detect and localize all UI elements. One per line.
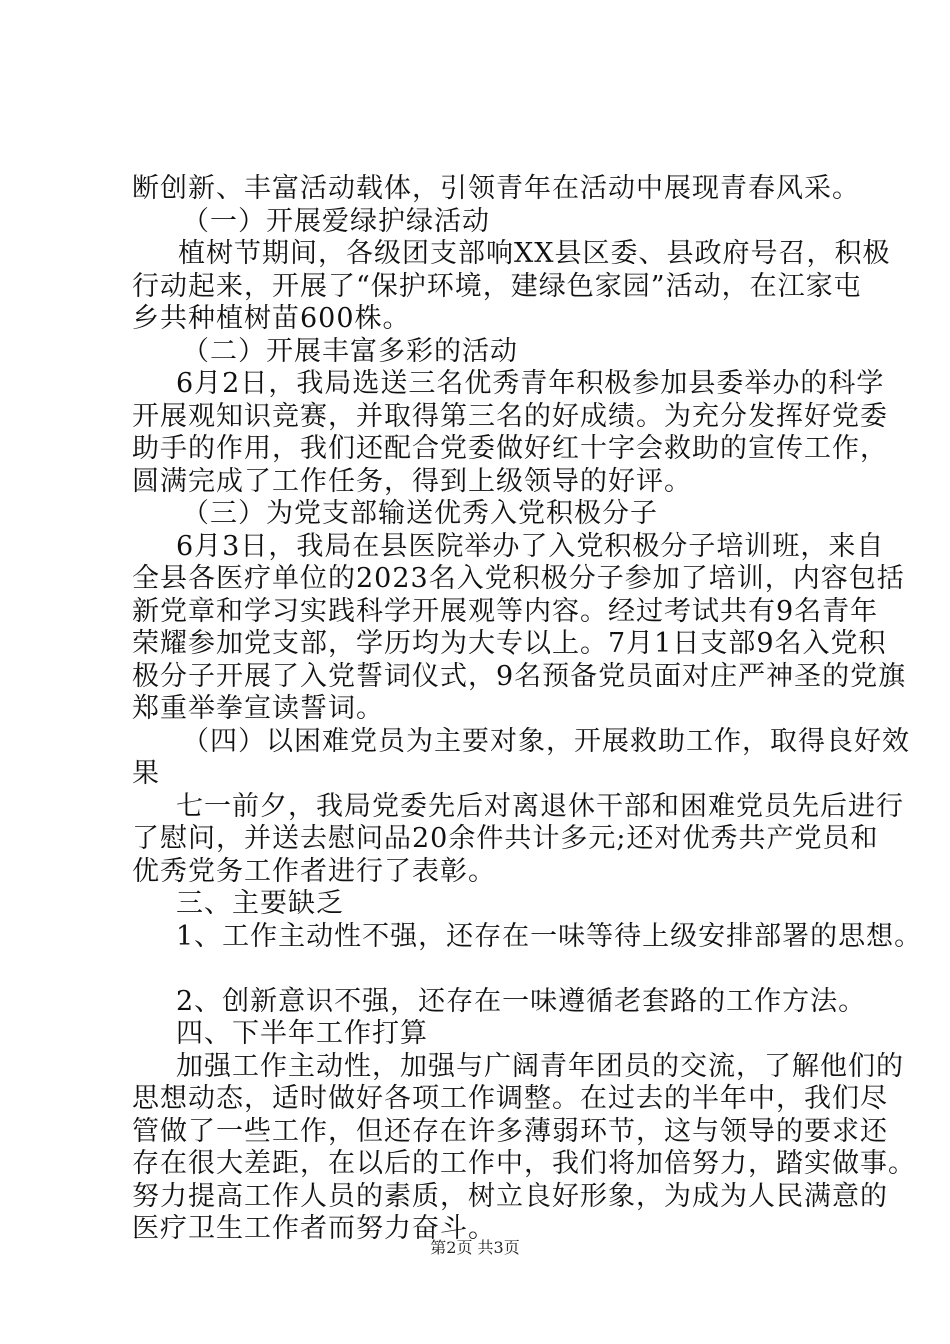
text-line: 断创新、丰富活动载体，引领青年在活动中展现青春风采。: [132, 173, 860, 204]
text-line: 开展观知识竞赛，并取得第三名的好成绩。为充分发挥好党委: [132, 401, 888, 432]
section-heading: （一）开展爱绿护绿活动: [182, 206, 490, 237]
text-line: 植树节期间，各级团支部响XX县区委、县政府号召，积极: [178, 238, 891, 269]
text-line: 努力提高工作人员的素质，树立良好形象，为成为人民满意的: [132, 1181, 888, 1212]
page-footer: 第2页 共3页: [430, 1238, 520, 1257]
text-line: 了慰问，并送去慰问品20余件共计多元;还对优秀共产党员和: [132, 823, 879, 854]
section-heading: （二）开展丰富多彩的活动: [182, 336, 518, 367]
text-line: 圆满完成了工作任务，得到上级领导的好评。: [132, 466, 692, 497]
text-line: 6月3日，我局在县医院举办了入党积极分子培训班，来自: [176, 531, 885, 562]
text-line: 优秀党务工作者进行了表彰。: [132, 856, 496, 887]
text-line: 1、工作主动性不强，还存在一味等待上级安排部署的思想。: [176, 921, 923, 952]
text-line: 七一前夕，我局党委先后对离退休干部和困难党员先后进行: [176, 791, 904, 822]
text-line: 新党章和学习实践科学开展观等内容。经过考试共有9名青年: [132, 596, 879, 627]
text-line: 助手的作用，我们还配合党委做好红十字会救助的宣传工作，: [132, 433, 888, 464]
text-line: 管做了一些工作，但还存在许多薄弱环节，这与领导的要求还: [132, 1116, 888, 1147]
text-line: 思想动态，适时做好各项工作调整。在过去的半年中，我们尽: [132, 1083, 888, 1114]
text-line: 郑重举拳宣读誓词。: [132, 693, 384, 724]
text-line: 6月2日，我局选送三名优秀青年积极参加县委举办的科学: [176, 368, 885, 399]
text-line: 乡共种植树苗600株。: [132, 303, 411, 334]
section-heading: 三、主要缺乏: [176, 888, 344, 919]
text-line: 全县各医疗单位的2023名入党积极分子参加了培训，内容包括: [132, 563, 905, 594]
text-line: 2、创新意识不强，还存在一味遵循老套路的工作方法。: [176, 986, 867, 1017]
text-line: 存在很大差距，在以后的工作中，我们将加倍努力，踏实做事。: [132, 1148, 916, 1179]
text-line: 荣耀参加党支部，学历均为大专以上。7月1日支部9名入党积: [132, 628, 887, 659]
text-line: 行动起来，开展了“保护环境，建绿色家园”活动，在江家屯: [132, 271, 862, 302]
section-heading: （四）以困难党员为主要对象，开展救助工作，取得良好效: [182, 726, 910, 757]
text-line: 医疗卫生工作者而努力奋斗。: [132, 1213, 496, 1244]
text-line: 极分子开展了入党誓词仪式，9名预备党员面对庄严神圣的党旗: [132, 661, 907, 692]
section-heading: 四、下半年工作打算: [176, 1018, 428, 1049]
text-line: 加强工作主动性，加强与广阔青年团员的交流，了解他们的: [176, 1051, 904, 1082]
section-heading-continued: 果: [132, 758, 160, 789]
section-heading: （三）为党支部输送优秀入党积极分子: [182, 498, 658, 529]
